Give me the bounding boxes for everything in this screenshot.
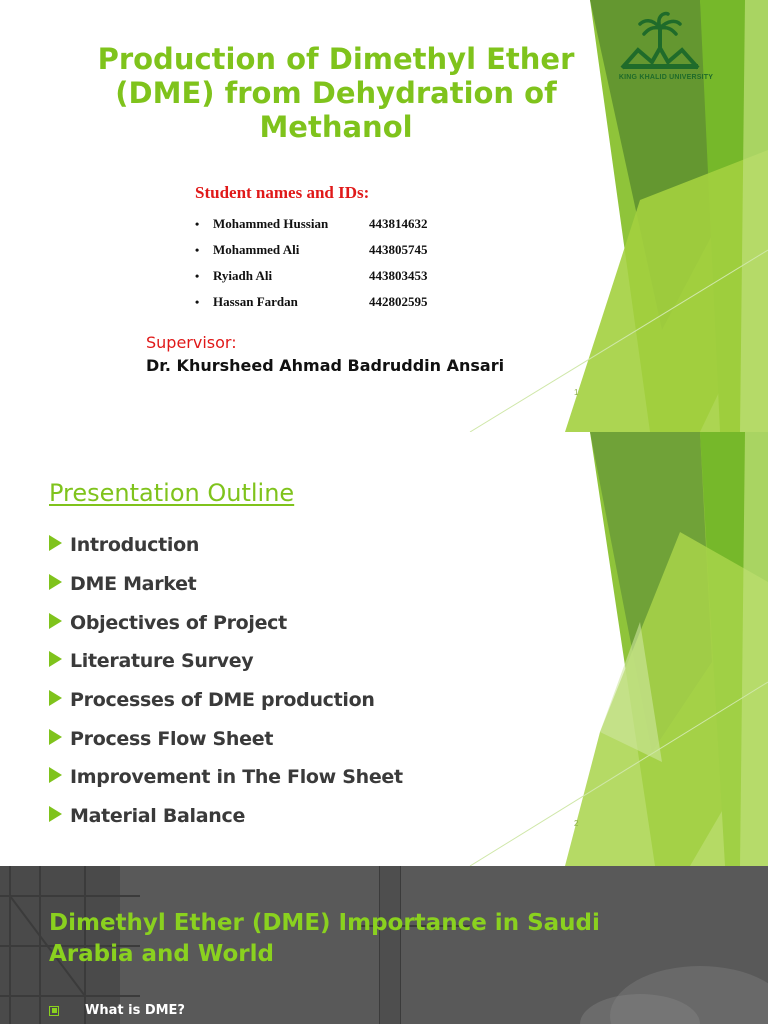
bullet-dot-icon: • (195, 294, 200, 309)
student-name: Mohammed Hussian (213, 216, 329, 231)
outline-slide (0, 432, 768, 866)
outline-item (49, 681, 403, 720)
student-row (195, 211, 428, 237)
outline-item-label: Material Balance (70, 805, 246, 828)
supervisor-label: Supervisor: (146, 333, 237, 352)
square-bullet-icon (49, 1006, 59, 1016)
student-id: 442802595 (369, 294, 428, 309)
bullet-dot-icon: • (195, 268, 200, 283)
green-triangle-bullet-icon (49, 651, 62, 667)
slide-number: 2 (574, 819, 579, 828)
student-id: 443805745 (369, 242, 428, 257)
student-row (195, 289, 428, 315)
outline-item (49, 565, 403, 604)
outline-item-label: Processes of DME production (70, 689, 375, 712)
palm-tree-logo-icon (616, 10, 716, 74)
supervisor-name: Dr. Khursheed Ahmad Badruddin Ansari (146, 356, 505, 375)
outline-item (49, 719, 403, 758)
student-name: Mohammed Ali (213, 242, 300, 257)
university-name: KING KHALID UNIVERSITY (618, 74, 714, 81)
outline-title: Presentation Outline (49, 479, 295, 507)
bullet-text: What is DME? (85, 1003, 185, 1018)
outline-item-label: Introduction (70, 534, 200, 557)
slide-number: 1 (574, 388, 579, 397)
green-triangle-bullet-icon (49, 690, 62, 706)
presentation-title: Production of Dimethyl Ether (DME) from Dehydration of Methanol (97, 42, 575, 144)
green-triangle-bullet-icon (49, 729, 62, 745)
student-list (195, 211, 428, 315)
outline-item-label: Literature Survey (70, 650, 254, 673)
green-triangle-bullet-icon (49, 535, 62, 551)
list-item (49, 1003, 185, 1018)
student-row (195, 237, 428, 263)
outline-item (49, 642, 403, 681)
outline-item (49, 603, 403, 642)
outline-item (49, 758, 403, 797)
student-id: 443814632 (369, 216, 428, 231)
green-triangle-bullet-icon (49, 613, 62, 629)
university-logo (616, 10, 716, 88)
importance-slide (0, 866, 768, 1024)
outline-item-label: Objectives of Project (70, 611, 287, 634)
student-id: 443803453 (369, 268, 428, 283)
outline-item-label: Improvement in The Flow Sheet (70, 766, 403, 789)
outline-item-label: Process Flow Sheet (70, 727, 274, 750)
green-triangle-bullet-icon (49, 574, 62, 590)
outline-item-label: DME Market (70, 573, 197, 596)
student-row (195, 263, 428, 289)
student-name: Ryiadh Ali (213, 268, 273, 283)
outline-item (49, 797, 403, 836)
bullet-dot-icon: • (195, 242, 200, 257)
slide-title: Dimethyl Ether (DME) Importance in Saudi Arabia and World (49, 910, 600, 967)
title-slide (0, 0, 768, 432)
green-triangle-bullet-icon (49, 806, 62, 822)
students-heading: Student names and IDs: (195, 183, 370, 202)
green-triangle-bullet-icon (49, 767, 62, 783)
bullet-dot-icon: • (195, 216, 200, 231)
outline-item (49, 526, 403, 565)
outline-list (49, 526, 403, 836)
student-name: Hassan Fardan (213, 294, 298, 309)
